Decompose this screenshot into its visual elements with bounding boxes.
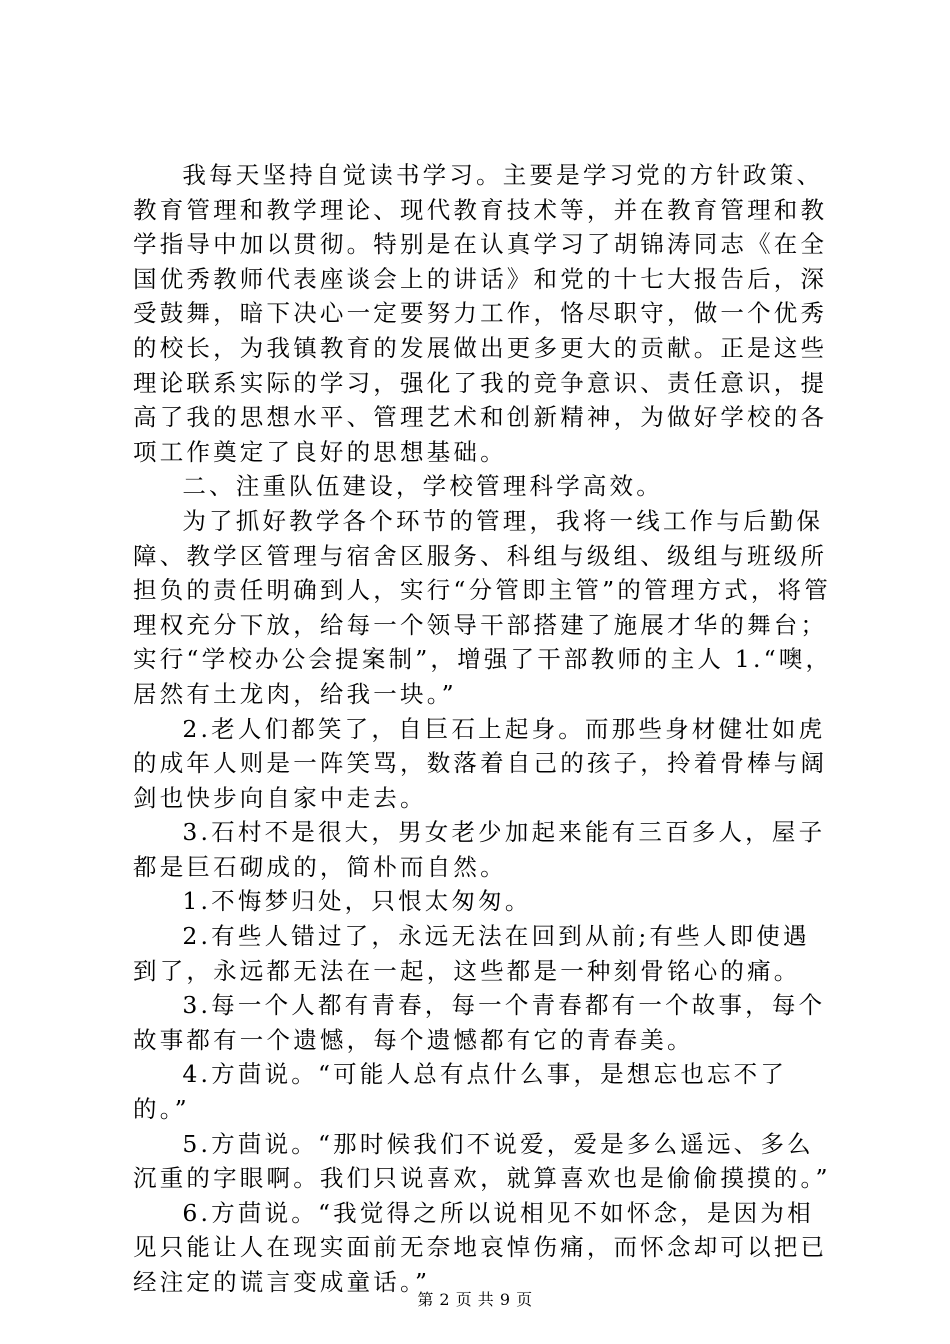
paragraph-quote-4: 4.方茴说。“可能人总有点什么事，是想忘也忘不了的。” xyxy=(133,1060,788,1124)
document-body xyxy=(133,158,833,1300)
paragraph-study: 我每天坚持自觉读书学习。主要是学习党的方针政策、教育管理和教学理论、现代教育技术等，并在教育管理和教学指导中加以贯彻。特别是在认真学习了胡锦涛同志《在全国优秀教师代表座谈会上的讲话》和党的十七大报告后，深受鼓舞，暗下决心一定要努力工作，恪尽职守，做一个优秀的校长，为我镇教育的发展做出更多更大的贡献。正是这些理论联系实际的学习，强化了我的竞争意识、责任意识，提高了我的思想水平、管理艺术和创新精神，为做好学校的各项工作奠定了良好的思想基础。 xyxy=(133,161,828,466)
page-number-footer: 第 2 页 共 9 页 xyxy=(417,1290,533,1309)
paragraph-old-men: 2.老人们都笑了，自巨石上起身。而那些身材健壮如虎的成年人则是一阵笑骂，数落着自己的孩子，拎着骨棒与阔剑也快步向自家中走去。 xyxy=(133,714,828,812)
paragraph-quote-6: 6.方茴说。“我觉得之所以说相见不如怀念，是因为相见只能让人在现实面前无奈地哀悼伤痛，而怀念却可以把已经注定的谎言变成童话。” xyxy=(133,1198,828,1296)
paragraph-management: 为了抓好教学各个环节的管理，我将一线工作与后勤保障、教学区管理与宿舍区服务、科组与级组、级组与班级所担负的责任明确到人，实行“分管即主管”的管理方式，将管理权充分下放，给每一个领导干部搭建了施展才华的舞台；实行“学校办公会提案制”，增强了干部教师的主人 1.“噢，居然有土龙肉，给我一块。” xyxy=(133,506,833,708)
paragraph-stone-village: 3.石村不是很大，男女老少加起来能有三百多人，屋子都是巨石砌成的，简朴而自然。 xyxy=(133,818,826,881)
paragraph-quote-1: 1.不悔梦归处，只恨太匆匆。 xyxy=(182,887,532,916)
section-heading-team-building: 二、注重队伍建设，学校管理科学高效。 xyxy=(182,472,663,501)
paragraph-quote-2: 2.有些人错过了，永远无法在回到从前;有些人即使遇到了，永远都无法在一起，这些都是一种刻骨铭心的痛。 xyxy=(133,922,810,985)
paragraph-quote-3: 3.每一个人都有青春，每一个青春都有一个故事，每个故事都有一个遗憾，每个遗憾都有它的青春美。 xyxy=(133,991,826,1054)
paragraph-quote-5: 5.方茴说。“那时候我们不说爱，爱是多么遥远、多么沉重的字眼啊。我们只说喜欢，就算喜欢也是偷偷摸摸的。” xyxy=(133,1129,831,1193)
